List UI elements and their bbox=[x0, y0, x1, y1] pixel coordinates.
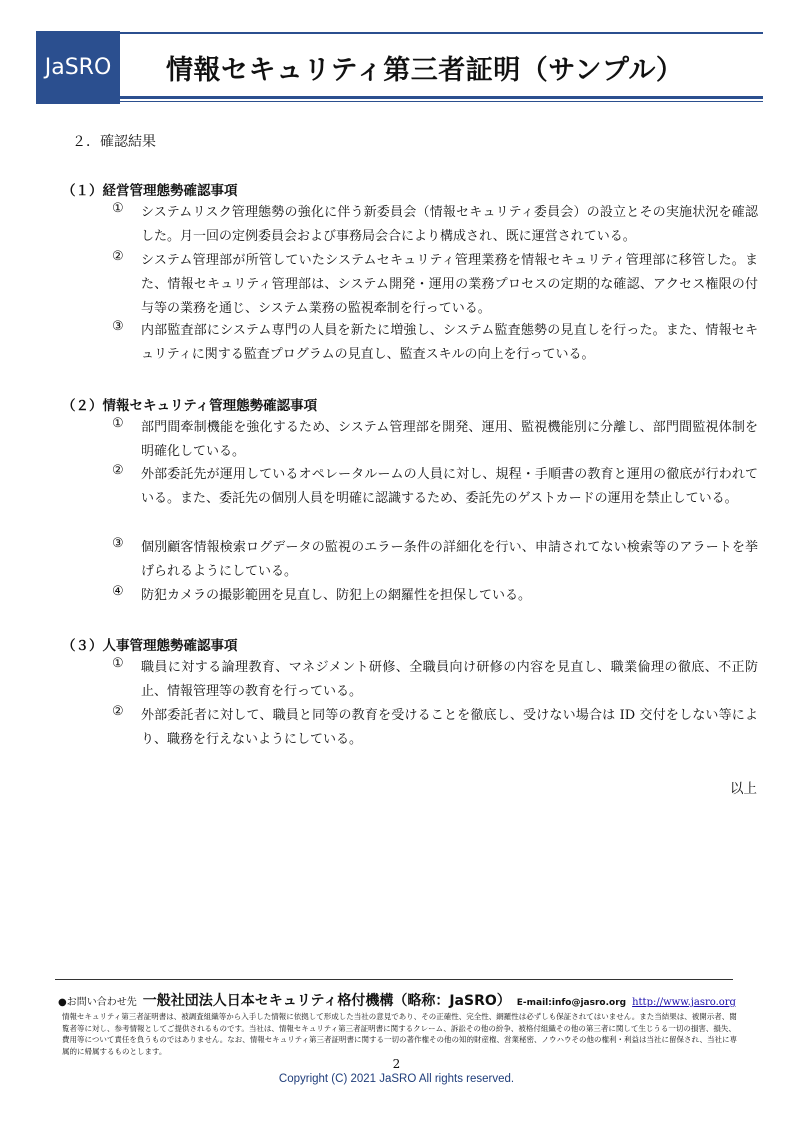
item-number: ① bbox=[112, 416, 124, 431]
item-number: ② bbox=[112, 463, 124, 478]
item-number: ② bbox=[112, 704, 124, 719]
section-heading: ２．確認結果 bbox=[72, 134, 156, 150]
document-title: 情報セキュリティ第三者証明（サンプル） bbox=[166, 55, 684, 86]
item-text: 職員に対する論理教育、マネジメント研修、全職員向け研修の内容を見直し、職業倫理の徹底、不正防止、情報管理等の教育を行っている。 bbox=[141, 660, 758, 699]
contact-line bbox=[58, 990, 736, 1010]
item-text: 外部委託先が運用しているオペレータルームの人員に対し、規程・手順書の教育と運用の徹底が行われている。また、委託先の個別人員を明確に認識するため、委託先のゲストカードの運用を禁止している。 bbox=[141, 467, 758, 506]
contact-label: ●お問い合わせ先 bbox=[58, 997, 137, 1008]
item-text: システムリスク管理態勢の強化に伴う新委員会（情報セキュリティ委員会）の設立とその実施状況を確認した。月一回の定例委員会および事務局会合により構成され、既に運営されている。 bbox=[141, 205, 758, 244]
item-number: ③ bbox=[112, 319, 124, 334]
closing-text: 以上 bbox=[730, 781, 757, 797]
jasro-logo: JaSRO bbox=[36, 31, 120, 104]
item-text: システム管理部が所管していたシステムセキュリティ管理業務を情報セキュリティ管理部に移管した。また、情報セキュリティ管理部は、システム開発・運用の業務プロセスの定期的な確認、アクセス権限の付与等の業務を通じ、システム業務の監視牽制を行っている。 bbox=[141, 253, 758, 316]
item-text: 外部委託者に対して、職員と同等の教育を受けることを徹底し、受けない場合は ID 交付をしない等により、職務を行えないようにしている。 bbox=[141, 708, 758, 747]
header-bottom-rule bbox=[120, 96, 763, 99]
item-text: 個別顧客情報検索ログデータの監視のエラー条件の詳細化を行い、申請されてない検索等のアラートを挙げられるようにしている。 bbox=[141, 540, 758, 579]
organization-name: 一般社団法人日本セキュリティ格付機構（略称：JaSRO） bbox=[142, 993, 511, 1009]
header-top-rule bbox=[120, 32, 763, 34]
item-text: 部門間牽制機能を強化するため、システム管理部を開発、運用、監視機能別に分離し、部門間監視体制を明確化している。 bbox=[141, 420, 758, 459]
item-number: ① bbox=[112, 201, 124, 216]
subsection-heading-2: （２）情報セキュリティ管理態勢確認事項 bbox=[62, 398, 318, 414]
header-bottom-thin-rule bbox=[120, 101, 763, 102]
item-number: ② bbox=[112, 249, 124, 264]
item-number: ④ bbox=[112, 584, 124, 599]
disclaimer: 情報セキュリティ第三者証明書は、被調査組織等から入手した情報に依拠して形成した当社の意見であり、その正確性、完全性、網羅性は必ずしも保証されてはいません。また当結果は、被開示者、閲覧者等に対し、参考情報としてご提供されるものです。当社は、情報セキュリティ第三者証明書に関するクレーム、訴訟その他の紛争、被格付組織その他の第三者に関して生じうる一切の損害、損失、費用等について責任を負うものではありません。なお、情報セキュリティ第三者証明書に関する一切の著作権その他の知的財産権、営業秘密、ノウハウその他の権利・利益は当社に留保され、当社に専属的に帰属するものとします。 bbox=[62, 1012, 737, 1056]
website-link[interactable]: http://www.jasro.org bbox=[632, 997, 736, 1008]
item-number: ① bbox=[112, 656, 124, 671]
email-address[interactable]: E-mail:info@jasro.org bbox=[516, 998, 627, 1008]
item-text: 防犯カメラの撮影範囲を見直し、防犯上の網羅性を担保している。 bbox=[141, 588, 532, 603]
copyright: Copyright (C) 2021 JaSRO All rights reserved. bbox=[278, 1073, 515, 1085]
page-number: 2 bbox=[392, 1057, 401, 1071]
item-number: ③ bbox=[112, 536, 124, 551]
footer-rule bbox=[55, 979, 733, 980]
item-text: 内部監査部にシステム専門の人員を新たに増強し、システム監査態勢の見直しを行った。また、情報セキュリティに関する監査プログラムの見直し、監査スキルの向上を行っている。 bbox=[141, 323, 758, 362]
subsection-heading-1: （１）経営管理態勢確認事項 bbox=[62, 183, 238, 199]
subsection-heading-3: （３）人事管理態勢確認事項 bbox=[62, 638, 238, 654]
